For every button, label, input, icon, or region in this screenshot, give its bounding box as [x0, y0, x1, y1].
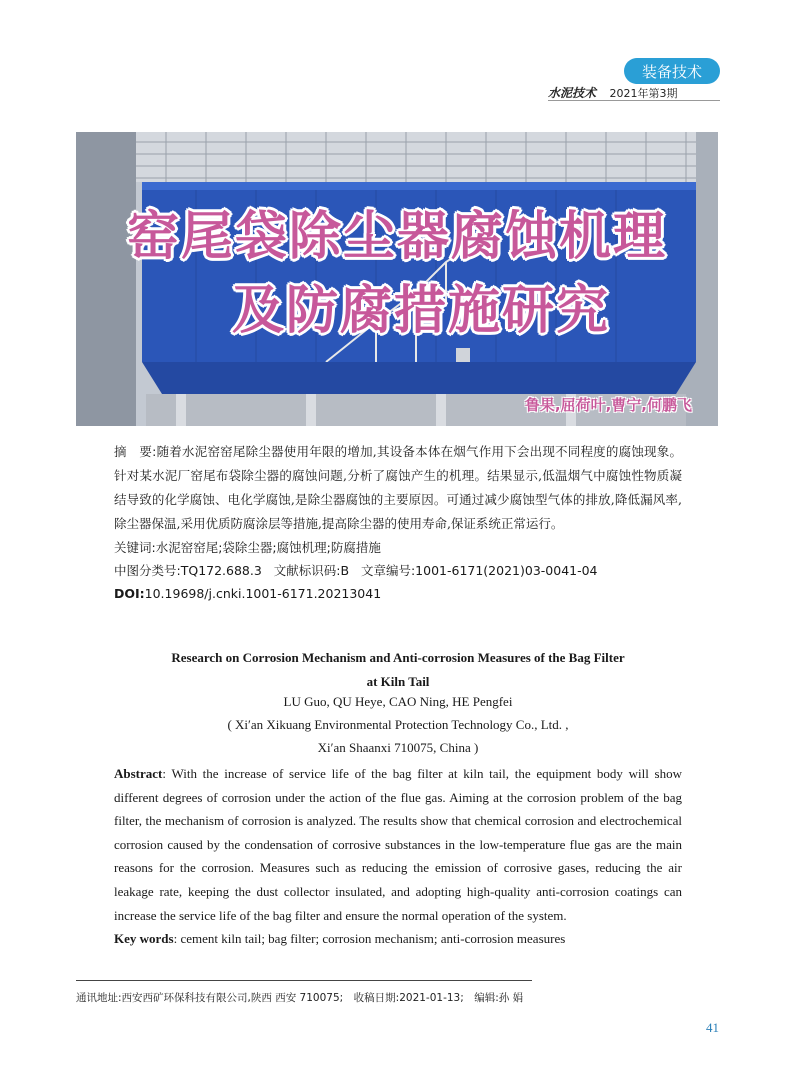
doc-code-value: B	[340, 563, 350, 578]
english-title-line1: Research on Corrosion Mechanism and Anti-corrosion Measures of the Bag Filter	[171, 650, 625, 665]
hero-image	[76, 132, 718, 426]
doc-code-label: 文献标识码:	[273, 563, 341, 578]
footnote-divider	[76, 980, 532, 981]
journal-issue: 2021年第3期	[609, 87, 678, 100]
clc-value: TQ172.688.3	[180, 563, 262, 578]
doi-label: DOI:	[114, 586, 145, 601]
chinese-abstract-block	[114, 440, 682, 605]
header-divider	[548, 100, 720, 101]
cn-keywords	[114, 536, 682, 559]
hero-title-line2: 及防腐措施研究	[231, 281, 610, 341]
footnote: 通讯地址:西安西矿环保科技有限公司,陕西 西安 710075; 收稿日期:2021-01-13; 编辑:孙 娟	[76, 992, 524, 1004]
en-abstract	[114, 762, 682, 927]
cn-abstract-text: 随着水泥窑窑尾除尘器使用年限的增加,其设备本体在烟气作用下会出现不同程度的腐蚀现象。针对某水泥厂窑尾布袋除尘器的腐蚀问题,分析了腐蚀产生的机理。结果显示,低温烟气中腐蚀性物质凝结导致的化学腐蚀、电化学腐蚀,是除尘器腐蚀的主要原因。可通过减少腐蚀型气体的排放,降低漏风率,除尘器保温,采用优质防腐涂层等措施,提高除尘器的使用寿命,保证系统正常运行。	[114, 444, 682, 531]
en-abstract-label: Abstract	[114, 766, 163, 781]
cn-keywords-label: 关键词:	[114, 540, 156, 555]
cn-classification	[114, 559, 682, 582]
english-authors: LU Guo, QU Heye, CAO Ning, HE Pengfei	[283, 694, 513, 709]
english-affiliation-line2: Xi′an Shaanxi 710075, China )	[317, 740, 479, 755]
section-badge: 装备技术	[624, 58, 720, 84]
english-title-line2: at Kiln Tail	[366, 674, 430, 689]
en-abstract-text: : With the increase of service life of the bag filter at kiln tail, the equipment body will show different degrees of corrosion under the action of the flue gas. Aiming at the corrosion problem of the bag filter, the mechanism of corrosion is analyzed. The results show that chemical corrosion and electrochemical corrosion caused by the condensation of corrosive substances in the low-temperature flue gas are the main reasons for the corrosion. Measures such as reducing the emission of corrosive gases, reducing the air leakage rate, keeping the dust collector insulated, and adopting high-quality anti-corrosion coatings can increase the service life of the bag filter and ensure the normal operation of the system.	[114, 766, 682, 923]
en-keywords-text: : cement kiln tail; bag filter; corrosion mechanism; anti-corrosion measures	[173, 931, 566, 947]
journal-header	[548, 84, 678, 101]
english-abstract-block	[114, 762, 682, 951]
page-number: 41	[706, 1020, 719, 1035]
en-keywords-label: Key words	[114, 931, 174, 947]
english-title	[114, 646, 682, 694]
journal-name: 水泥技术	[548, 86, 597, 100]
en-keywords	[114, 927, 682, 951]
english-authors-block	[114, 690, 682, 759]
english-affiliation-line1: ( Xi′an Xikuang Environmental Protection Technology Co., Ltd. ,	[227, 717, 569, 732]
cn-keywords-text: 水泥窑窑尾;袋除尘器;腐蚀机理;防腐措施	[155, 540, 381, 555]
article-no-label: 文章编号:	[360, 563, 416, 578]
article-no-value: 1001-6171(2021)03-0041-04	[415, 563, 598, 578]
cn-doi	[114, 582, 682, 605]
doi-value: 10.19698/j.cnki.1001-6171.20213041	[144, 586, 382, 601]
clc-label: 中图分类号:	[114, 563, 181, 578]
cn-abstract	[114, 440, 682, 536]
cn-abstract-label: 摘 要:	[114, 444, 157, 459]
hero-title-line1: 窑尾袋除尘器腐蚀机理	[126, 207, 667, 267]
hero-authors: 鲁果,屈荷叶,曹宁,何鹏飞	[524, 396, 692, 414]
